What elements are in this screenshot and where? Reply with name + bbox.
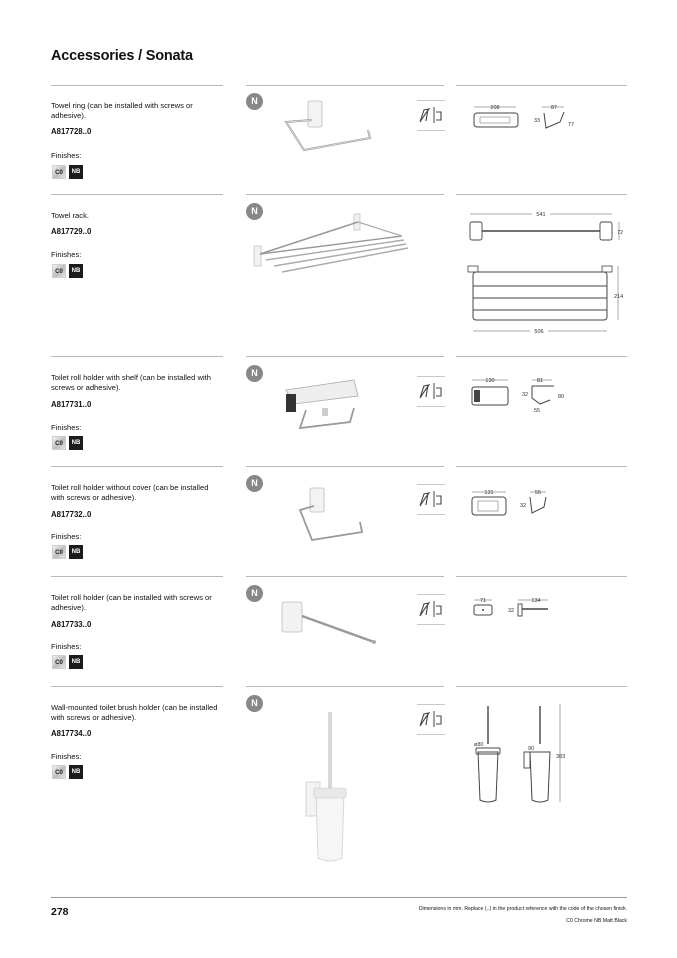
row-divider xyxy=(246,576,444,577)
finish-swatch-chrome: C0 xyxy=(52,655,66,669)
roll-holder-no-cover-photo xyxy=(246,482,406,554)
dim-base: 33 xyxy=(533,118,540,124)
product-description: Toilet roll holder with shelf (can be installed with screws or adhesive). xyxy=(51,373,211,393)
dim-base: 32 xyxy=(520,503,527,509)
finish-swatch-black: NB xyxy=(69,264,83,278)
footer-divider xyxy=(51,897,627,898)
new-badge: N xyxy=(246,695,263,712)
finishes-label: Finishes: xyxy=(51,752,82,761)
dim-depth: 87 xyxy=(550,105,558,111)
row-divider xyxy=(51,466,223,467)
towel-rack-photo xyxy=(246,210,411,285)
dim-width: 131 xyxy=(484,490,494,496)
finish-swatch-black: NB xyxy=(69,436,83,450)
footer-note: Dimensions in mm. Replace (..) in the product reference with the code of the chosen finish. xyxy=(418,906,627,912)
row-divider xyxy=(246,466,444,467)
new-badge: N xyxy=(246,365,263,382)
brush-holder-drawing xyxy=(460,700,590,810)
dim-depth: 90 xyxy=(528,746,535,752)
dim-height: 383 xyxy=(556,754,566,760)
row-divider xyxy=(456,194,627,195)
dim-height: 77 xyxy=(568,122,575,128)
new-badge: N xyxy=(246,475,263,492)
row-divider xyxy=(456,85,627,86)
product-description: Wall-mounted toilet brush holder (can be installed with screws or adhesive). xyxy=(51,703,218,723)
row-divider xyxy=(51,85,223,86)
dim-depth: 81 xyxy=(536,378,544,384)
row-divider xyxy=(246,194,444,195)
finish-swatch-chrome: C0 xyxy=(52,436,66,450)
row-divider xyxy=(51,194,223,195)
row-divider xyxy=(51,576,223,577)
dim-width: 130 xyxy=(485,378,495,384)
dim-length: 541 xyxy=(536,212,546,218)
finishes-label: Finishes: xyxy=(51,151,82,160)
dim-depth: 72 xyxy=(617,230,624,236)
finishes-label: Finishes: xyxy=(51,642,82,651)
dim-depth: 55 xyxy=(534,490,542,496)
product-reference: A817734..0 xyxy=(51,729,92,738)
shelf-roll-holder-photo xyxy=(246,372,406,442)
finish-swatch-chrome: C0 xyxy=(52,165,66,179)
row-divider xyxy=(246,356,444,357)
finish-swatch-chrome: C0 xyxy=(52,765,66,779)
finish-swatch-black: NB xyxy=(69,765,83,779)
dim-base: 32 xyxy=(522,392,529,398)
product-description: Toilet roll holder (can be installed with screws or adhesive). xyxy=(51,593,212,613)
dim-height: 214 xyxy=(614,294,624,300)
finish-swatch-black: NB xyxy=(69,655,83,669)
finishes-label: Finishes: xyxy=(51,423,82,432)
dim-width: 208 xyxy=(490,105,500,111)
finish-swatch-black: NB xyxy=(69,545,83,559)
finish-swatch-black: NB xyxy=(69,165,83,179)
finish-swatch-chrome: C0 xyxy=(52,264,66,278)
product-reference: A817732..0 xyxy=(51,510,92,519)
product-reference: A817728..0 xyxy=(51,127,92,136)
new-badge: N xyxy=(246,93,263,110)
page-number: 278 xyxy=(51,906,69,918)
product-reference: A817729..0 xyxy=(51,227,92,236)
product-description: Towel rack. xyxy=(51,211,89,220)
row-divider xyxy=(51,356,223,357)
product-description: Towel ring (can be installed with screws or adhesive). xyxy=(51,101,193,121)
product-reference: A817733..0 xyxy=(51,620,92,629)
row-divider xyxy=(51,686,223,687)
dim-height: 80 xyxy=(558,394,565,400)
new-badge: N xyxy=(246,585,263,602)
row-divider xyxy=(456,576,627,577)
shelf-roll-holder-drawing xyxy=(460,372,590,422)
row-divider xyxy=(246,85,444,86)
finish-legend: C0 Chrome NB Matt Black xyxy=(566,918,627,924)
dim-base: 32 xyxy=(508,608,515,614)
row-divider xyxy=(456,466,627,467)
roll-holder-drawing xyxy=(460,594,590,624)
product-description: Toilet roll holder without cover (can be installed with screws or adhesive). xyxy=(51,483,209,503)
finishes-label: Finishes: xyxy=(51,250,82,259)
new-badge: N xyxy=(246,203,263,220)
finishes-label: Finishes: xyxy=(51,532,82,541)
towel-ring-photo xyxy=(246,92,406,164)
page-title: Accessories / Sonata xyxy=(51,48,193,64)
towel-rack-drawing xyxy=(460,206,625,346)
dim-diameter: ø80 xyxy=(474,742,484,748)
towel-ring-drawing xyxy=(460,98,590,138)
roll-holder-no-cover-drawing xyxy=(460,483,590,523)
dim-bar-length: 506 xyxy=(534,329,544,335)
row-divider xyxy=(456,356,627,357)
product-reference: A817731..0 xyxy=(51,400,92,409)
roll-holder-photo xyxy=(246,590,406,650)
dim-arm: 55 xyxy=(534,408,541,414)
row-divider xyxy=(246,686,444,687)
dim-width: 71 xyxy=(479,598,487,604)
row-divider xyxy=(456,686,627,687)
brush-holder-photo xyxy=(246,708,406,868)
finish-swatch-chrome: C0 xyxy=(52,545,66,559)
dim-length: 134 xyxy=(531,598,541,604)
